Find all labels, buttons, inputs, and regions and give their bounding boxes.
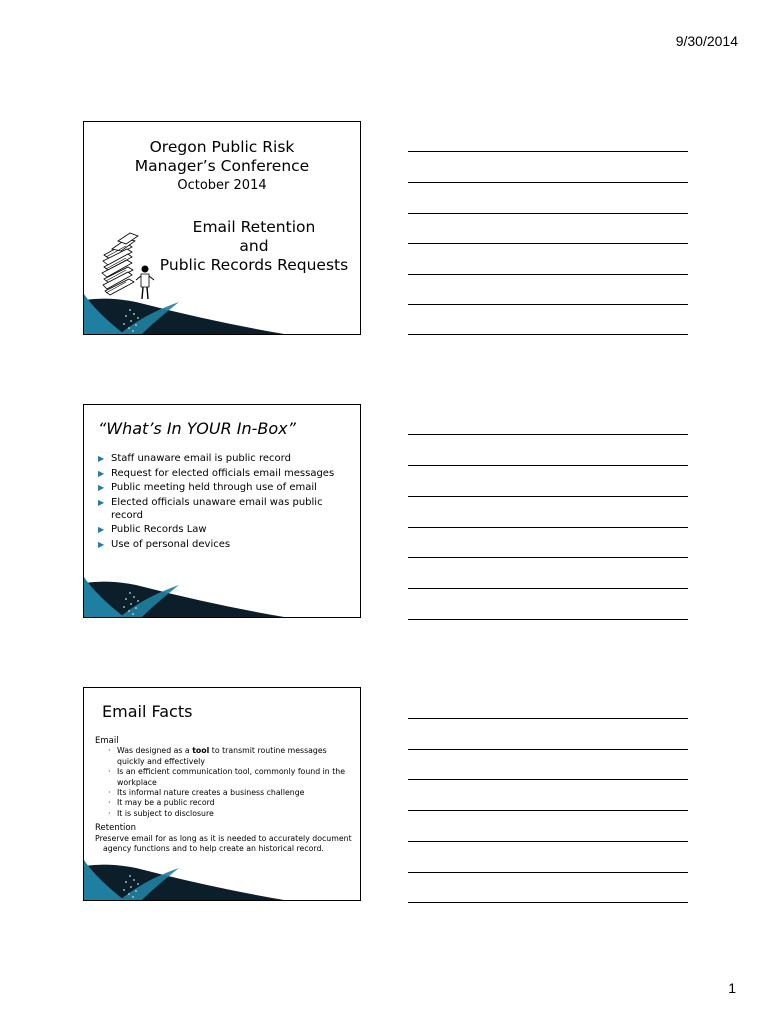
slide-1-topic-line-3: Public Records Requests bbox=[159, 256, 349, 274]
list-item: ▶ Elected officials unaware email was public record bbox=[98, 496, 323, 521]
note-line bbox=[408, 334, 688, 335]
note-line bbox=[408, 872, 688, 873]
slide-corner-decoration bbox=[84, 577, 361, 617]
slide-1-topic-line-2: and bbox=[239, 237, 269, 255]
slide-3-body bbox=[95, 736, 355, 854]
list-item: ▶ Staff unaware email is public record bbox=[98, 453, 291, 464]
page-number: 1 bbox=[728, 980, 736, 996]
list-item: ▶ Public meeting held through use of email bbox=[98, 482, 317, 493]
note-line bbox=[408, 304, 688, 305]
date-header: 9/30/2014 bbox=[675, 33, 738, 49]
note-line bbox=[408, 182, 688, 183]
slide-2 bbox=[83, 404, 361, 618]
note-line bbox=[408, 810, 688, 811]
triangle-bullet-icon: ▶ bbox=[98, 539, 105, 549]
note-line bbox=[408, 749, 688, 750]
note-line bbox=[408, 213, 688, 214]
triangle-bullet-icon: ▶ bbox=[98, 497, 105, 507]
note-line bbox=[408, 588, 688, 589]
triangle-bullet-icon: ▶ bbox=[98, 468, 105, 478]
retention-text: Preserve email for as long as it is needed to accurately document agency functions and to help create an historical record. bbox=[95, 833, 352, 854]
note-line bbox=[408, 779, 688, 780]
list-item: · It is subject to disclosure bbox=[108, 808, 214, 818]
slide-3 bbox=[83, 687, 361, 901]
note-line bbox=[408, 465, 688, 466]
slide-1-topic-line-1: Email Retention bbox=[192, 218, 316, 236]
list-item: · Its informal nature creates a business challenge bbox=[108, 788, 305, 798]
email-points-list bbox=[95, 746, 355, 819]
slide-1-title-line-1: Oregon Public Risk bbox=[149, 138, 295, 156]
slide-corner-decoration bbox=[84, 860, 361, 900]
note-line bbox=[408, 151, 688, 152]
note-line bbox=[408, 434, 688, 435]
slide-1-title-line-2: Manager’s Conference bbox=[134, 157, 310, 175]
note-line bbox=[408, 274, 688, 275]
list-item: ▶ Public Records Law bbox=[98, 524, 207, 535]
triangle-bullet-icon: ▶ bbox=[98, 525, 105, 534]
note-line bbox=[408, 496, 688, 497]
retention-heading: Retention bbox=[95, 823, 136, 834]
slide-2-bullet-list bbox=[96, 452, 354, 552]
note-line bbox=[408, 841, 688, 842]
note-line bbox=[408, 619, 688, 620]
triangle-bullet-icon: ▶ bbox=[98, 454, 105, 463]
slide-3-title: Email Facts bbox=[102, 702, 193, 721]
note-line bbox=[408, 718, 688, 719]
list-item: · Is an efficient communication tool, commonly found in the workplace bbox=[108, 767, 346, 787]
triangle-bullet-icon: ▶ bbox=[98, 483, 105, 492]
note-line bbox=[408, 243, 688, 244]
list-item: ▶ Request for elected officials email messages bbox=[98, 467, 335, 479]
slide-2-title: “What’s In YOUR In-Box” bbox=[98, 419, 296, 438]
slide-1-title bbox=[84, 138, 360, 195]
note-line bbox=[408, 557, 688, 558]
slide-corner-decoration bbox=[84, 294, 361, 334]
note-line bbox=[408, 527, 688, 528]
list-item: ▶ Use of personal devices bbox=[98, 538, 231, 550]
email-heading: Email bbox=[95, 736, 119, 746]
list-item: · It may be a public record bbox=[108, 798, 215, 808]
list-item: · Was designed as a tool to transmit routine messages quickly and effectively bbox=[108, 746, 327, 766]
slide-1-topic bbox=[154, 218, 354, 275]
note-line bbox=[408, 902, 688, 903]
slide-1-subtitle: October 2014 bbox=[177, 178, 267, 193]
slide-1 bbox=[83, 121, 361, 335]
